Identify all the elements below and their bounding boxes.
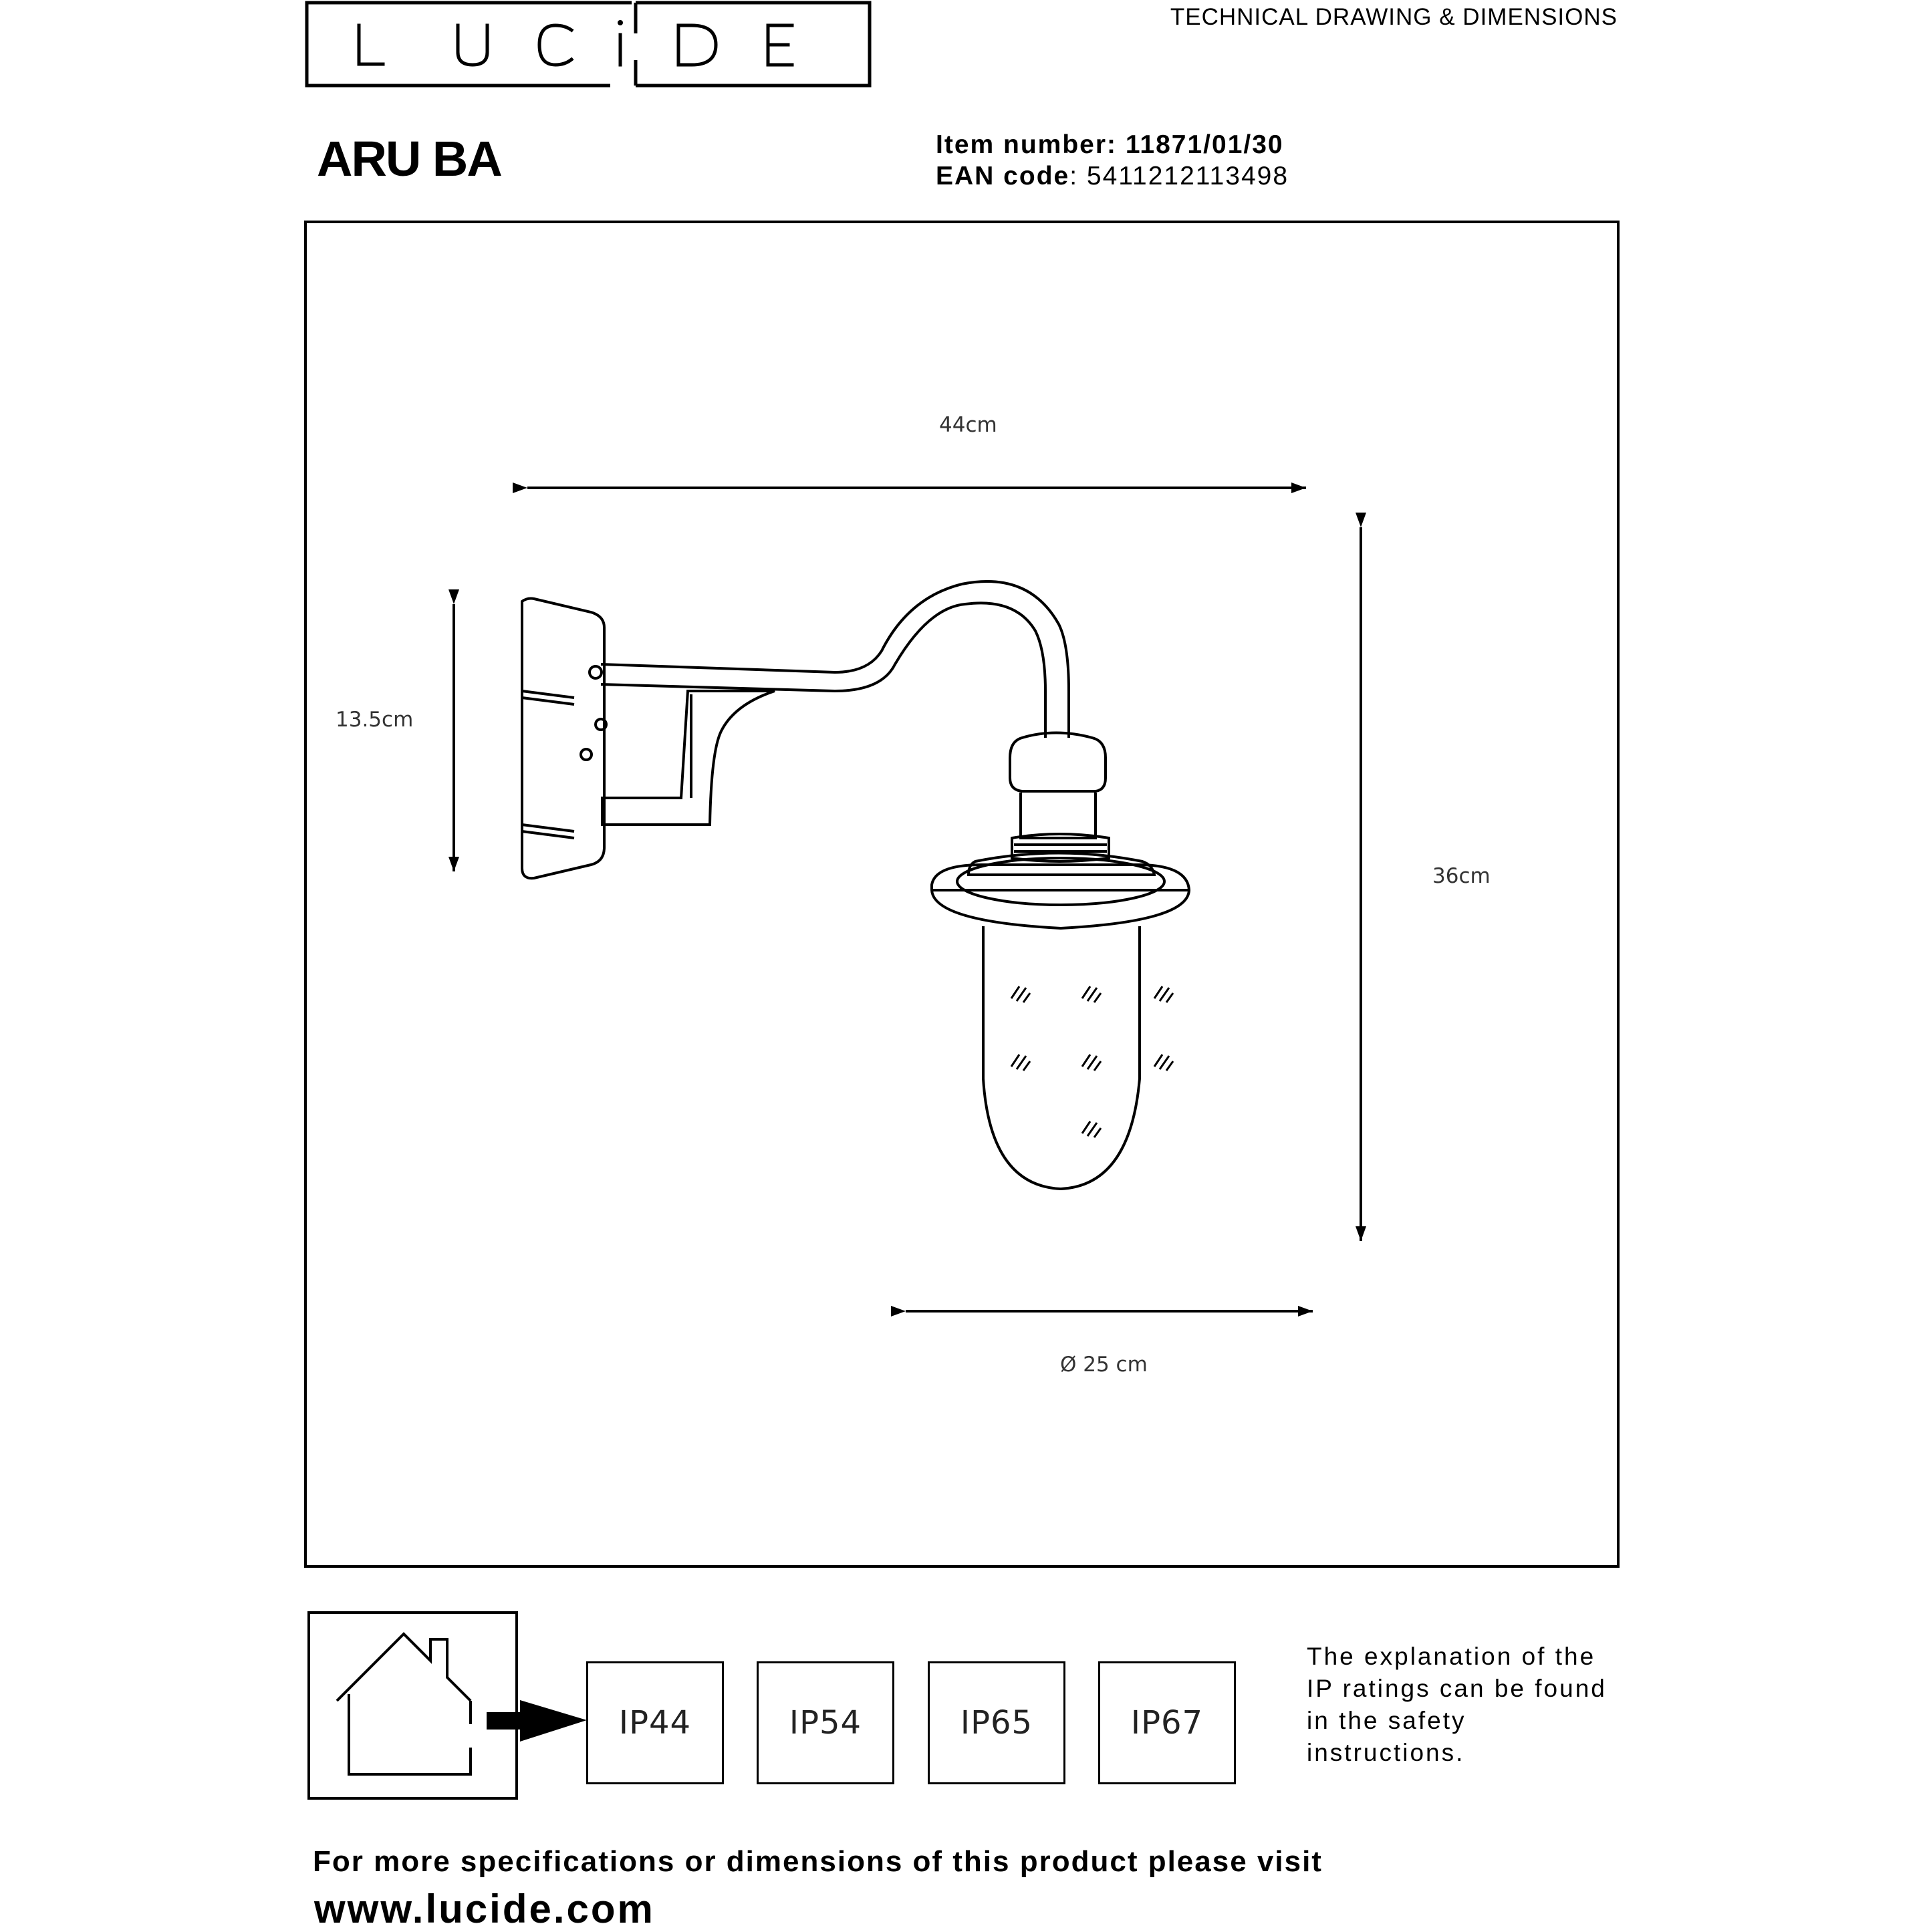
lamp-head — [932, 733, 1189, 1190]
product-name: ARU BA — [317, 131, 501, 186]
ean-label: EAN code — [936, 162, 1070, 190]
footer-text: For more specifications or dimensions of this product please visit — [313, 1845, 1323, 1878]
item-number-line — [936, 130, 1284, 160]
ean-line — [936, 162, 1289, 191]
bracket-height-label: 13.5cm — [336, 708, 414, 732]
ip-rating-box: IP54 — [757, 1661, 894, 1784]
total-height-label: 36cm — [1432, 864, 1491, 888]
ip-rating-box: IP65 — [928, 1661, 1065, 1784]
arrow-right-icon — [487, 1693, 594, 1747]
item-number-value: 11871/01/30 — [1125, 130, 1284, 159]
document-title: TECHNICAL DRAWING & DIMENSIONS — [1170, 4, 1618, 30]
ip-rating-box: IP67 — [1098, 1661, 1236, 1784]
ip-rating-box: IP44 — [586, 1661, 724, 1784]
glass-reflection-marks — [1011, 986, 1173, 1137]
ip-explanation-note: The explanation of the IP ratings can be found in the safety instructions. — [1307, 1643, 1607, 1766]
width-label: 44cm — [939, 413, 997, 437]
website-link[interactable]: www.lucide.com — [314, 1887, 655, 1931]
item-number-label: Item number: — [936, 130, 1118, 159]
house-icon — [310, 1614, 515, 1797]
ean-value: : 5411212113498 — [1069, 162, 1289, 190]
wall-plate — [522, 599, 606, 879]
lamp-arm — [601, 581, 1069, 825]
lucide-logo — [304, 0, 872, 88]
diameter-label: Ø 25 cm — [1060, 1353, 1148, 1377]
